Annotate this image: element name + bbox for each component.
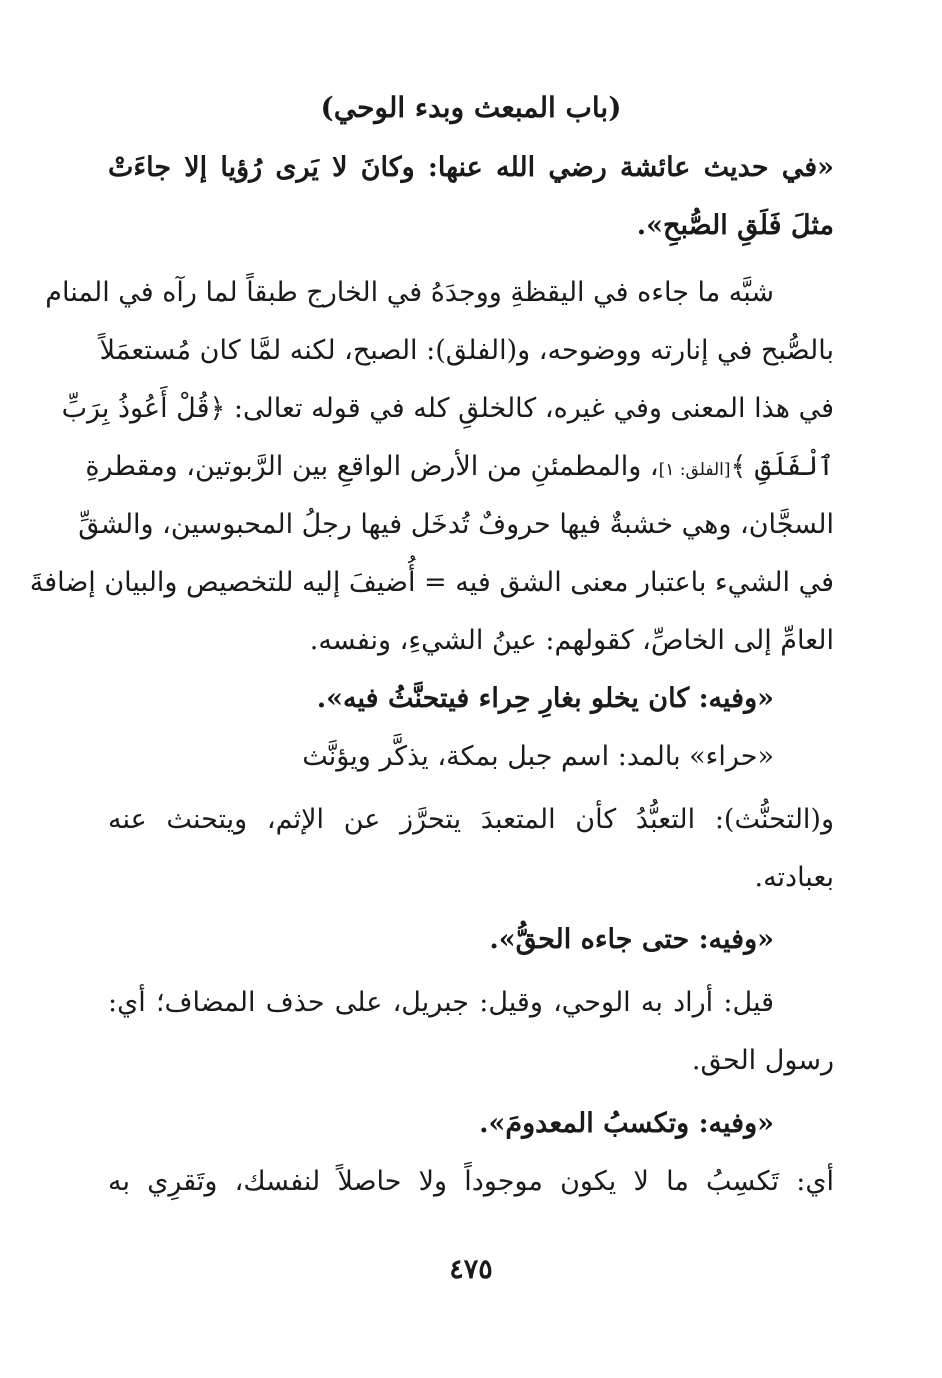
text-line-3: شبَّه ما جاءه في اليقظةِ ووجدَهُ في الخارج طبقاً لما رآه في المنام [45, 277, 774, 308]
text-line-6 [85, 447, 834, 490]
verse-reference: [الفلق: ١] [658, 460, 731, 480]
text-line-6-rest: ، والمطمئنِ من الأرض الواقعِ بين الرَّبوتين، ومقطرةِ [85, 451, 659, 482]
text-line-7: السجَّان، وهي خشبةٌ فيها حروفٌ تُدخَل فيها رجلُ المحبوسين، والشقِّ [78, 509, 834, 540]
text-line-9: العامِّ إلى الخاصِّ، كقولهم: عينُ الشيءِ، ونفسه. [309, 625, 834, 656]
text-line-18: أي: تَكسِبُ ما لا يكون موجوداً ولا حاصلاً لنفسك، وتَقرِي به [108, 1166, 834, 1197]
hadith-quote-1: «وفيه: كان يخلو بغارِ حِراء فيتحنَّثُ فيه». [316, 683, 774, 714]
text-line-4: بالصُّبح في إنارته ووضوحه، و(الفلق): الصبح، لكنه لمَّا كان مُستعمَلاً [99, 335, 834, 366]
page-number: ٤٧٥ [449, 1254, 493, 1285]
quran-verse: ٱلْفَلَقِ ﴾ [730, 451, 834, 482]
text-line-5: في هذا المعنى وفي غيره، كالخلقِ كله في قوله تعالى: ﴿قُلْ أَعُوذُ بِرَبِّ [61, 393, 834, 424]
text-line-15: قيل: أراد به الوحي، وقيل: جبريل، على حذف المضاف؛ أي: [108, 987, 774, 1018]
text-line-11: «حراء» بالمد: اسم جبل بمكة، يذكَّر ويؤنَّث [302, 741, 774, 772]
hadith-quote-3: «وفيه: وتكسبُ المعدومَ». [479, 1108, 774, 1139]
hadith-quote-2: «وفيه: حتى جاءه الحقُّ». [489, 924, 774, 955]
text-line-2: مثلَ فَلَقِ الصُّبحِ». [636, 210, 834, 241]
text-line-12: و(التحنُّث): التعبُّدُ كأن المتعبدَ يتحرَّز عن الإثم، ويتحنث عنه [108, 804, 834, 835]
text-line-8: في الشيء باعتبار معنى الشق فيه = أُضيفَ إليه للتخصيص والبيان إضافةَ [29, 567, 834, 598]
text-line-13: بعبادته. [754, 862, 834, 893]
text-line-1: «في حديث عائشة رضي الله عنها: وكانَ لا يَرى رُؤيا إلا جاءَتْ [108, 152, 834, 183]
chapter-heading: (باب المبعث وبدء الوحي) [320, 91, 622, 124]
text-line-16: رسول الحق. [691, 1045, 834, 1076]
